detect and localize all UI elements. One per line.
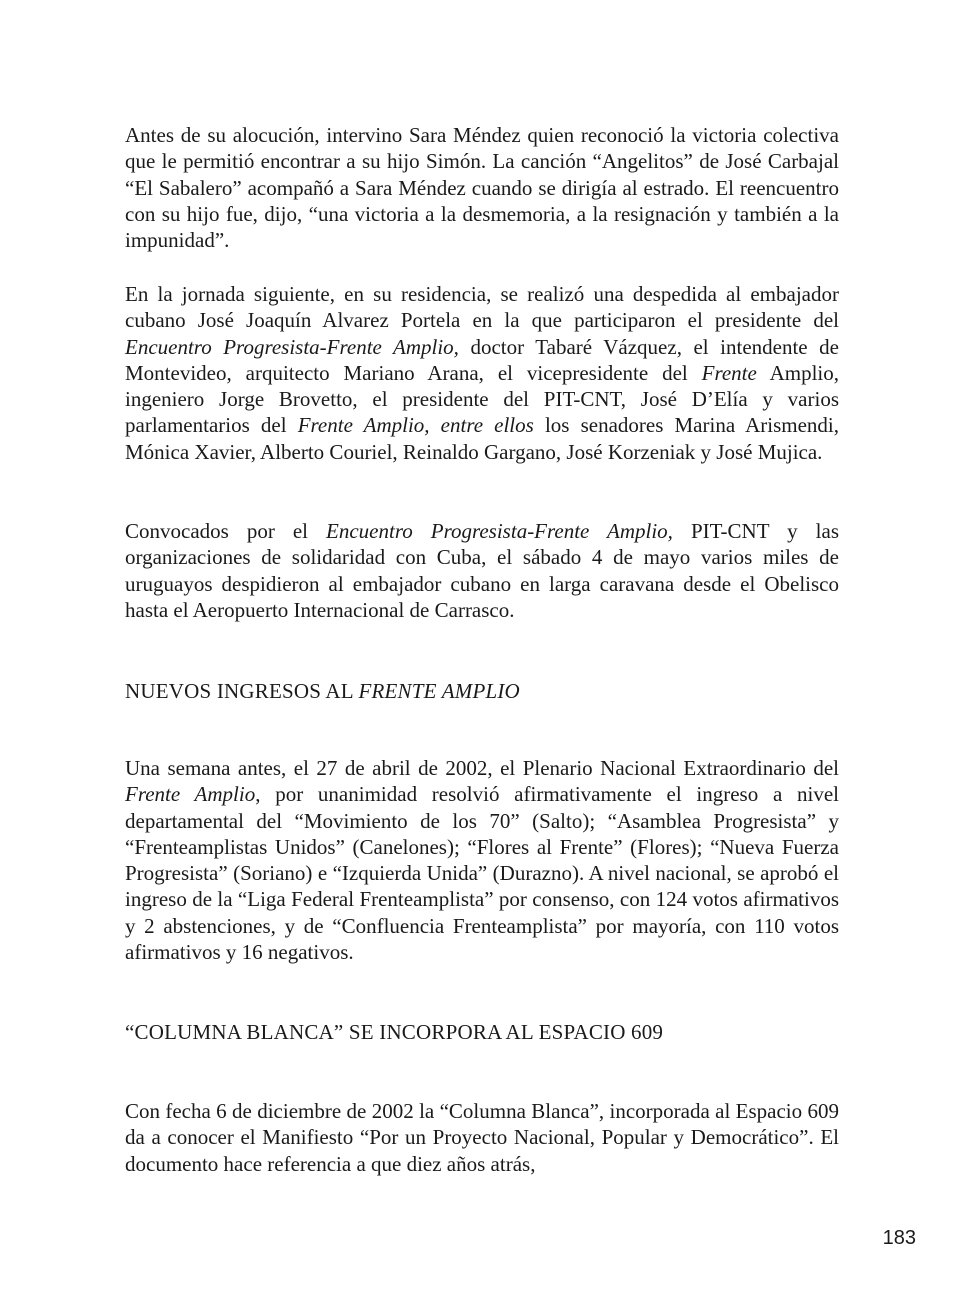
heading-italic-text: FRENTE AMPLIO (358, 679, 520, 703)
paragraph-text: PIT-CNT y las organizaciones de solidaridad con Cuba, el sábado 4 de mayo varios miles de uruguayos despidieron al embajador cubano en larga caravana desde el Obelisco hasta el Aeropuerto Internacional de Carrasco. (125, 519, 839, 622)
paragraph-caravana (125, 518, 839, 623)
paragraph-text: , por unanimidad resolvió afirmativamente el ingreso a nivel departamental del “Movimiento de los 70” (Salto); “Asamblea Progresista” y “Frenteamplistas Unidos” (Canelones); “Flores al Frente” (Flores); “Nueva Fuerza Progresista” (Soriano) e “Izquierda Unida” (Durazno). A nivel nacional, se aprobó el ingreso de la “Liga Federal Frenteamplista” por consenso, con 124 votos afirmativos y 2 abstenciones, y de “Confluencia Frenteamplista” por mayoría, con 110 votos afirmativos y 16 negativos. (125, 782, 839, 965)
paragraph-text: doctor Tabaré Vázquez, el intendente de Montevideo, arquitecto Mariano Arana, el vicepresidente del (125, 334, 839, 385)
paragraph-text: los senadores Marina Arismendi, Mónica Xavier, Alberto Couriel, Reinaldo Gargano, José Korzeniak y José Mujica. (125, 413, 840, 464)
paragraph-text: Con fecha 6 de diciembre de 2002 la “Columna Blanca”, incorporada al Espacio 609 da a conocer el Manifiesto “Por un Proyecto Nacional, Popular y Democrático”. El documento hace referencia a que diez años atrás, (125, 1099, 839, 1176)
paragraph-despedida-embajador (125, 281, 839, 465)
section-heading-nuevos-ingresos (125, 678, 839, 704)
paragraph-text: En la jornada siguiente, en su residencia, se realizó una despedida al embajador cubano José Joaquín Alvarez Portela en la que participaron el presidente del (125, 282, 839, 333)
paragraph-text: Una semana antes, el 27 de abril de 2002, el Plenario Nacional Extraordinario del (125, 756, 839, 780)
paragraph-plenario-nacional (125, 755, 839, 965)
page-number: 183 (882, 1227, 916, 1249)
paragraph-italic-text: Frente Amplio (125, 782, 256, 807)
paragraph-text: Convocados por el (125, 519, 327, 543)
paragraph-italic-text: Encuentro Progresista-Frente Amplio, (125, 334, 459, 359)
paragraph-italic-text: Frente (701, 360, 757, 385)
paragraph-italic-text: Frente Amplio, entre ellos (297, 413, 534, 438)
heading-text: NUEVOS INGRESOS AL (125, 679, 359, 703)
paragraph-italic-text: Encuentro Progresista-Frente Amplio, (326, 519, 673, 543)
paragraph-text: Antes de su alocución, intervino Sara Méndez quien reconoció la victoria colectiva que le permitió encontrar a su hijo Simón. La canción “Angelitos” de José Carbajal “El Sabalero” acompañó a Sara Méndez cuando se dirigía al estrado. El reencuentro con su hijo fue, dijo, “una victoria a la desmemoria, a la resignación y también a la impunidad”. (125, 123, 839, 253)
paragraph-sara-mendez (125, 122, 839, 253)
paragraph-text: Amplio, ingeniero Jorge Brovetto, el presidente del PIT-CNT, José D’Elía y varios parlamentarios del (125, 360, 839, 438)
section-heading-columna-blanca (125, 1019, 839, 1045)
paragraph-columna-blanca (125, 1098, 839, 1177)
heading-text: “COLUMNA BLANCA” SE INCORPORA AL ESPACIO 609 (125, 1020, 664, 1044)
